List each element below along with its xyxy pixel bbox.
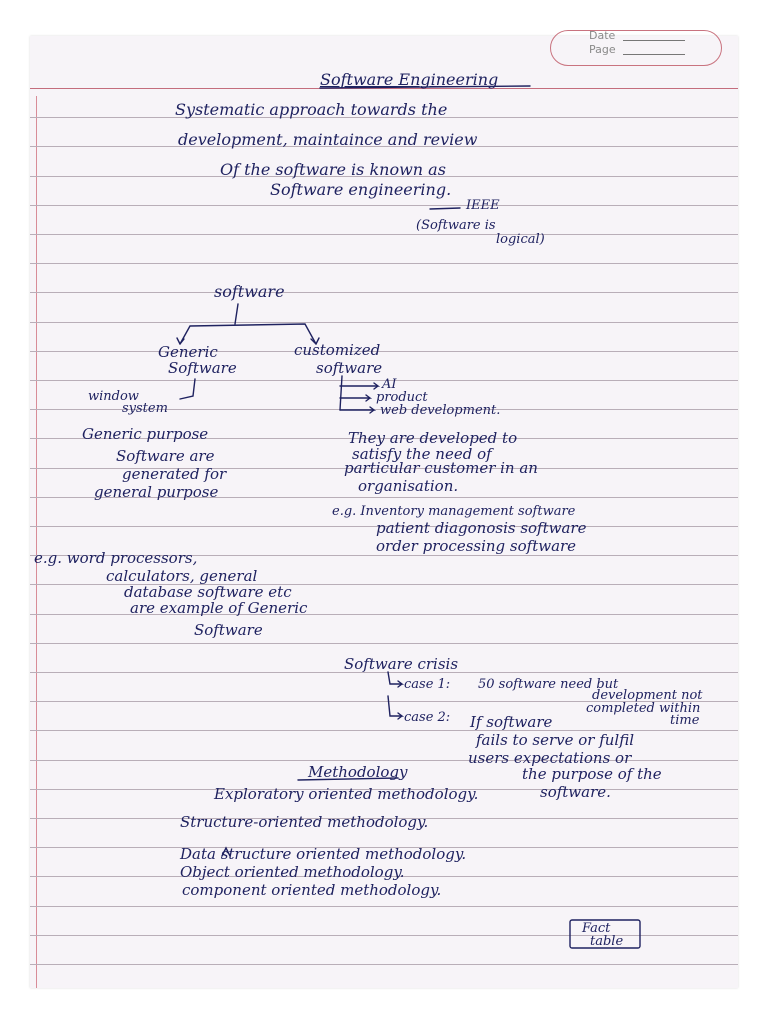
fact-box-line: table xyxy=(590,934,624,949)
generic-example-line: Software xyxy=(194,621,263,639)
case1-arrow xyxy=(388,672,402,687)
crisis-case-label: case 2: xyxy=(404,710,451,725)
generic-to-window xyxy=(180,379,195,399)
crisis-case-line: time xyxy=(670,713,700,728)
fact-box-line: Fact xyxy=(582,921,611,936)
methodology-item: component oriented methodology. xyxy=(182,881,442,899)
crisis-case-line: the purpose of the xyxy=(522,765,662,783)
definition-line: Systematic approach towards the xyxy=(175,100,448,119)
notebook-page xyxy=(30,29,738,988)
crisis-case-line: If software xyxy=(470,713,553,731)
page-title: Software Engineering xyxy=(320,70,499,89)
generic-purpose-heading: Generic purpose xyxy=(82,425,209,443)
customized-example: order processing software xyxy=(376,537,577,555)
generic-example: window xyxy=(88,389,139,404)
customized-item: web development. xyxy=(380,403,501,418)
crisis-case-line: users expectations or xyxy=(468,749,632,767)
generic-example-line: calculators, general xyxy=(106,567,258,585)
tree-stem xyxy=(235,304,238,324)
generic-example-line: are example of Generic xyxy=(130,599,308,617)
source-label: IEEE xyxy=(466,198,500,213)
methodology-item: Structure-oriented methodology. xyxy=(180,813,429,831)
generic-example-line: e.g. word processors, xyxy=(34,549,198,567)
crisis-case-line: software. xyxy=(540,783,611,801)
definition-line: Of the software is known as xyxy=(220,160,446,179)
crisis-case-line: fails to serve or fulfil xyxy=(476,731,635,749)
note-line: (Software is xyxy=(416,218,496,233)
generic-example-line: database software etc xyxy=(124,583,292,601)
tree-node-generic: Generic xyxy=(158,343,218,361)
methodology-heading: Methodology xyxy=(308,763,408,781)
custom-to-ai xyxy=(340,376,378,410)
customized-desc-line: particular customer in an xyxy=(344,459,538,477)
case2-arrow xyxy=(388,696,402,719)
customized-desc-line: They are developed to xyxy=(348,429,518,447)
custom-to-product xyxy=(340,395,370,401)
generic-purpose-line: general purpose xyxy=(94,483,219,501)
definition-line: Software engineering. xyxy=(270,180,452,199)
custom-to-web xyxy=(340,407,374,413)
generic-example: system xyxy=(122,401,168,416)
tree-node-customized: software xyxy=(316,359,383,377)
crisis-case-line: development not xyxy=(592,688,703,703)
tree-root: software xyxy=(214,282,285,301)
generic-purpose-line: generated for xyxy=(122,465,227,483)
crisis-case-line: completed within xyxy=(586,701,701,716)
definition-line: development, maintaince and review xyxy=(178,130,478,149)
ieee-dash xyxy=(430,208,460,209)
customized-example: patient diagonosis software xyxy=(376,519,587,537)
generic-purpose-line: Software are xyxy=(116,447,215,465)
methodology-item: Data structure oriented methodology. xyxy=(180,845,467,863)
tree-node-customized: customized xyxy=(294,341,381,359)
customized-desc-line: satisfy the need of xyxy=(352,445,492,463)
customized-example: e.g. Inventory management software xyxy=(332,504,576,519)
customized-item: product xyxy=(376,390,428,405)
tree-node-generic: Software xyxy=(168,359,237,377)
methodology-item: Object oriented methodology. xyxy=(180,863,405,881)
crisis-heading: Software crisis xyxy=(344,655,459,673)
date-label: Date xyxy=(589,29,616,42)
page-label: Page xyxy=(589,43,616,56)
methodology-item: Exploratory oriented methodology. xyxy=(214,785,479,803)
customized-item: AI xyxy=(382,377,397,392)
customized-desc-line: organisation. xyxy=(358,477,459,495)
note-line: logical) xyxy=(496,232,545,247)
crisis-case-line: 50 software need but xyxy=(478,677,619,692)
crisis-case-label: case 1: xyxy=(404,677,451,692)
